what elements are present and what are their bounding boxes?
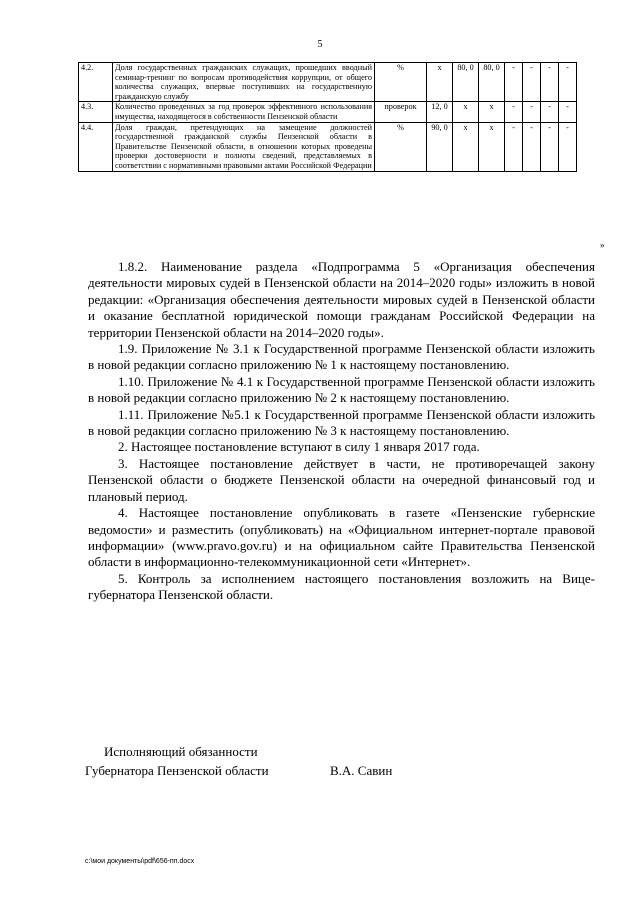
paragraph-1-8-2: 1.8.2. Наименование раздела «Подпрограмма 5 «Организация обеспечения деятельности мировых судей в Пензенской области на 2014–2020 годы» изложить в новой редакции: «Организация обеспечения деятельности мировых судей в Пензенской области и оказание бесплатной юридической помощи гражданам Российской Федерации на территории Пензенской области на 2014–2020 годы».: [88, 259, 595, 340]
paragraph-5: 5. Контроль за исполнением настоящего постановления возложить на Вице-губернатора Пензенской области.: [88, 570, 595, 603]
table-cell-num: 4.2.: [79, 63, 113, 102]
table-cell-unit: %: [375, 63, 427, 102]
closing-quote: »: [600, 240, 605, 250]
table-cell-c5: -: [523, 102, 541, 122]
table-cell-c6: -: [541, 102, 559, 122]
table-cell-name: Количество проведенных за год проверок эффективного использования имущества, находящегося в собственности Пензенской области: [113, 102, 375, 122]
table-cell-num: 4.4.: [79, 122, 113, 171]
table-cell-c4: -: [505, 122, 523, 171]
table-cell-c2: х: [453, 102, 479, 122]
table-cell-name: Доля государственных гражданских служащих, прошедших вводный семинар-тренинг по вопросам противодействия коррупции, от общего количества служащих, впервые поступивших на государственную гражданскую службу: [113, 63, 375, 102]
signatory-title-line2: Губернатора Пензенской области: [85, 763, 269, 778]
indicators-table: [78, 62, 577, 172]
table-cell-c6: -: [541, 63, 559, 102]
table-cell-c7: -: [559, 102, 577, 122]
table-cell-c7: -: [559, 122, 577, 171]
table-cell-c1: х: [427, 63, 453, 102]
table-cell-c1: 12, 0: [427, 102, 453, 122]
table-cell-c5: -: [523, 63, 541, 102]
table-row: [79, 63, 577, 102]
table-row: [79, 122, 577, 171]
signatory-title-line1: Исполняющий обязанности: [104, 744, 258, 759]
page-number: 5: [317, 39, 323, 50]
table-cell-num: 4.3.: [79, 102, 113, 122]
table-cell-unit: проверок: [375, 102, 427, 122]
table-cell-c6: -: [541, 122, 559, 171]
table-cell-unit: %: [375, 122, 427, 171]
table-cell-c1: 90, 0: [427, 122, 453, 171]
table-cell-c2: х: [453, 122, 479, 171]
paragraph-3: 3. Настоящее постановление действует в части, не противоречащей закону Пензенской области о бюджете Пензенской области на очередной финансовый год и плановый период.: [88, 455, 595, 504]
paragraph-1-11: 1.11. Приложение №5.1 к Государственной программе Пензенской области изложить в новой редакции согласно приложению № 3 к настоящему постановлению.: [88, 406, 595, 439]
paragraph-1-9: 1.9. Приложение № 3.1 к Государственной программе Пензенской области изложить в новой редакции согласно приложению № 1 к настоящему постановлению.: [88, 341, 595, 373]
table-cell-name: Доля граждан, претендующих на замещение должностей государственной гражданской службы Пензенской области в Правительстве Пензенской области, в отношении которых проведены проверки достоверности и полноты сведений, представляемых в соответствии с нормативными правовыми актами Российской Федерации: [113, 122, 375, 171]
paragraph-1-10: 1.10. Приложение № 4.1 к Государственной программе Пензенской области изложить в новой редакции согласно приложению № 2 к настоящему постановлению.: [88, 373, 595, 406]
table-cell-c4: -: [505, 102, 523, 122]
table-cell-c2: 80, 0: [453, 63, 479, 102]
table-cell-c4: -: [505, 63, 523, 102]
table-cell-c7: -: [559, 63, 577, 102]
file-path: c:\мои документы\pdf\656-пп.docx: [85, 858, 195, 865]
table-cell-c5: -: [523, 122, 541, 171]
table-row: [79, 102, 577, 122]
table-cell-c3: 80, 0: [479, 63, 505, 102]
signatory-name: В.А. Савин: [330, 763, 393, 778]
body-text: [88, 259, 595, 604]
table-cell-c3: х: [479, 102, 505, 122]
paragraph-4: 4. Настоящее постановление опубликовать в газете «Пензенские губернские ведомости» и разместить (опубликовать) на «Официальном интернет-портале правовой информации» (www.pravo.gov.ru) и на официальном сайте Правительства Пензенской области в информационно-телекоммуникационной сети «Интернет».: [88, 505, 595, 570]
table-cell-c3: х: [479, 122, 505, 171]
paragraph-2: 2. Настоящее постановление вступают в силу 1 января 2017 года.: [118, 439, 480, 455]
